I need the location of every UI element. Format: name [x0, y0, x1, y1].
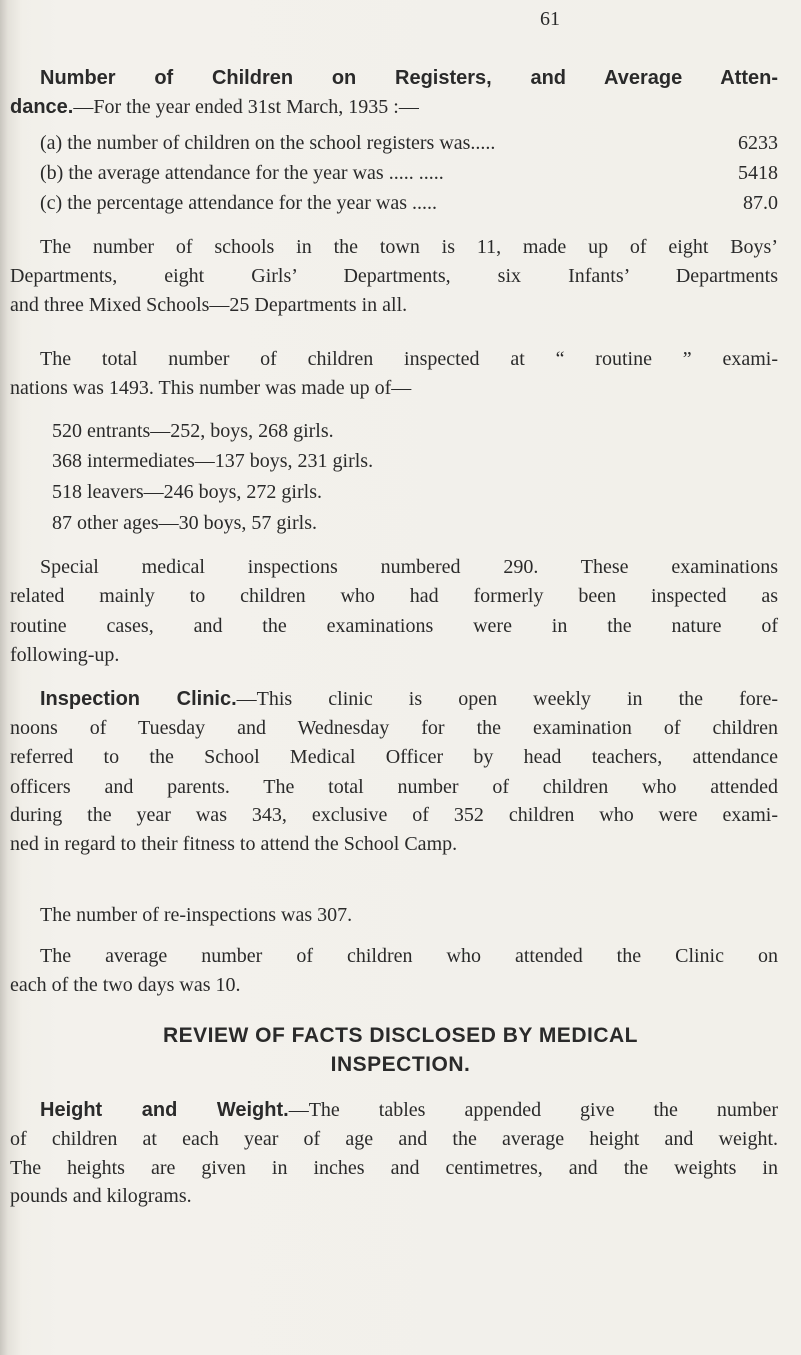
- height-weight-line: pounds and kilograms.: [10, 1185, 192, 1207]
- item-value: 87.0: [743, 192, 778, 214]
- schools-line: The number of schools in the town is 11, made up of eight Boys’: [40, 236, 778, 258]
- item-label: (b) the average attendance for the year was ..... .....: [40, 162, 444, 184]
- clinic-line: officers and parents. The total number of children who attended: [10, 776, 778, 798]
- clinic-line: ned in regard to their fitness to attend the School Camp.: [10, 833, 458, 855]
- item-label: (a) the number of children on the school registers was.....: [40, 132, 496, 154]
- average-line: The average number of children who attended the Clinic on: [40, 945, 778, 967]
- routine-list-item: 520 entrants—252, boys, 268 girls.: [52, 420, 334, 442]
- clinic-line: during the year was 343, exclusive of 352 children who were exami-: [10, 804, 778, 826]
- attendance-item: [40, 161, 778, 185]
- page-number: 61: [540, 8, 560, 30]
- special-line: related mainly to children who had formerly been inspected as: [10, 585, 778, 607]
- item-value: 6233: [738, 132, 778, 154]
- reinspections-line: The number of re-inspections was 307.: [40, 904, 353, 926]
- special-line: routine cases, and the examinations were in the nature of: [10, 615, 778, 637]
- clinic-first-text: —This clinic is open weekly in the fore-: [236, 688, 778, 710]
- routine-line: nations was 1493. This number was made up of—: [10, 377, 412, 399]
- special-line: following-up.: [10, 644, 120, 666]
- special-line: Special medical inspections numbered 290. These examinations: [40, 556, 778, 578]
- percentage-item: [40, 191, 778, 215]
- schools-line: and three Mixed Schools—25 Departments in all.: [10, 294, 408, 316]
- clinic-heading: Inspection Clinic.: [40, 688, 237, 710]
- schools-line: Departments, eight Girls’ Departments, six Infants’ Departments: [10, 265, 778, 287]
- item-label: (c) the percentage attendance for the year was .....: [40, 192, 438, 214]
- routine-list-item: 87 other ages—30 boys, 57 girls.: [52, 512, 317, 534]
- height-weight-line: of children at each year of age and the average height and weight.: [10, 1128, 778, 1150]
- average-line: each of the two days was 10.: [10, 974, 241, 996]
- height-weight-line: The heights are given in inches and centimetres, and the weights in: [10, 1157, 778, 1179]
- routine-list-item: 368 intermediates—137 boys, 231 girls.: [52, 450, 374, 472]
- height-weight-first-line: [40, 1098, 778, 1122]
- routine-line: The total number of children inspected at “ routine ” exami-: [40, 348, 778, 370]
- section-heading-line: [40, 66, 778, 90]
- clinic-first-line: [40, 687, 778, 711]
- section-heading-cont: dance.: [10, 96, 74, 118]
- clinic-line: referred to the School Medical Officer by head teachers, attendance: [10, 746, 778, 768]
- height-weight-first-text: —The tables appended give the number: [288, 1099, 778, 1121]
- clinic-line: noons of Tuesday and Wednesday for the examination of children: [10, 717, 778, 739]
- height-weight-heading: Height and Weight.: [40, 1099, 289, 1121]
- registers-item: [40, 131, 778, 155]
- review-title-cont: INSPECTION.: [330, 1053, 471, 1076]
- review-title: REVIEW OF FACTS DISCLOSED BY MEDICAL: [163, 1024, 638, 1047]
- section-intro: —For the year ended 31st March, 1935 :—: [73, 96, 419, 118]
- section-intro-line: [10, 95, 778, 119]
- routine-list-item: 518 leavers—246 boys, 272 girls.: [52, 481, 322, 503]
- section-heading: Number of Children on Registers, and Average Atten-: [40, 67, 778, 89]
- item-value: 5418: [738, 162, 778, 184]
